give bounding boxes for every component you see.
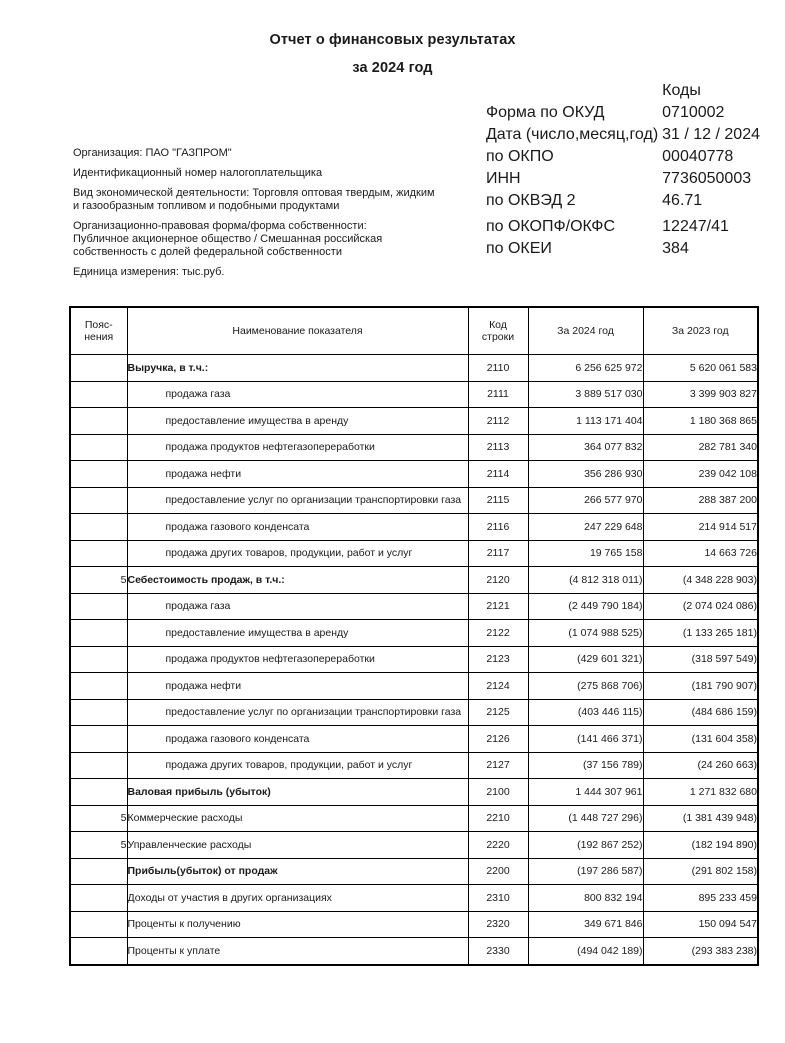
row-indicator-name: Валовая прибыль (убыток) (127, 779, 468, 806)
table-row (70, 752, 758, 779)
row-indicator-name: Выручка, в т.ч.: (127, 355, 468, 382)
row-indicator-name: продажа газового конденсата (127, 514, 468, 541)
row-note: 5 (70, 567, 127, 594)
row-value-2024: 1 444 307 961 (528, 779, 643, 806)
row-value-2023: (24 260 663) (643, 752, 758, 779)
row-note: 5 (70, 832, 127, 859)
codes-row-label: по ОКЕИ (485, 240, 552, 257)
row-value-2024: 800 832 194 (528, 885, 643, 912)
table-row (70, 567, 758, 594)
org-legal-line-1: Организационно-правовая форма/форма собственности: (73, 220, 367, 232)
header-indicator-name: Наименование показателя (127, 307, 468, 355)
row-note (70, 593, 127, 620)
header-year-2024: За 2024 год (528, 307, 643, 355)
codes-row-value (661, 213, 761, 215)
row-note (70, 885, 127, 912)
table-row (70, 408, 758, 435)
header-row-code (468, 307, 528, 355)
row-value-2024: 364 077 832 (528, 434, 643, 461)
row-code: 2125 (468, 699, 528, 726)
row-note (70, 646, 127, 673)
row-value-2023: (2 074 024 086) (643, 593, 758, 620)
codes-row-value: 384 (662, 240, 689, 257)
row-value-2024: 349 671 846 (528, 911, 643, 938)
financial-results-grid (69, 306, 759, 966)
row-value-2024: 356 286 930 (528, 461, 643, 488)
row-value-2023: (1 133 265 181) (643, 620, 758, 647)
row-value-2023: 1 271 832 680 (643, 779, 758, 806)
row-code: 2120 (468, 567, 528, 594)
table-row (70, 593, 758, 620)
row-note (70, 673, 127, 700)
codes-row-label: по ОКПО (485, 148, 554, 165)
table-row (70, 514, 758, 541)
table-row (70, 461, 758, 488)
org-name-line: Организация: ПАО "ГАЗПРОМ" (73, 147, 232, 159)
table-row (70, 620, 758, 647)
row-note (70, 752, 127, 779)
row-value-2024: 247 229 648 (528, 514, 643, 541)
row-value-2023: (484 686 159) (643, 699, 758, 726)
row-value-2023: (131 604 358) (643, 726, 758, 753)
row-value-2024: (494 042 189) (528, 938, 643, 965)
table-row (70, 779, 758, 806)
row-code: 2116 (468, 514, 528, 541)
codes-header-row (485, 81, 761, 101)
codes-row-value: 46.71 (662, 192, 703, 209)
row-code: 2114 (468, 461, 528, 488)
row-value-2023: (1 381 439 948) (643, 805, 758, 832)
row-value-2024: (275 868 706) (528, 673, 643, 700)
row-value-2023: (318 597 549) (643, 646, 758, 673)
org-legal-line-3: собственность с долей федеральной собственности (73, 246, 342, 258)
row-note (70, 938, 127, 965)
row-note (70, 779, 127, 806)
codes-header-label: Коды (662, 82, 701, 99)
header-notes (70, 307, 127, 355)
table-header-row (70, 307, 758, 355)
row-value-2024: (192 867 252) (528, 832, 643, 859)
codes-row-label: Дата (число,месяц,год) (485, 126, 659, 143)
table-row (70, 540, 758, 567)
financial-results-table (69, 306, 757, 966)
row-code: 2112 (468, 408, 528, 435)
row-indicator-name: продажа нефти (127, 673, 468, 700)
row-value-2024: (197 286 587) (528, 858, 643, 885)
row-value-2024: (37 156 789) (528, 752, 643, 779)
row-code: 2123 (468, 646, 528, 673)
codes-row-value: 12247/41 (662, 218, 729, 235)
codes-row-label: по ОКВЭД 2 (485, 192, 576, 209)
row-note (70, 514, 127, 541)
row-value-2024: (1 074 988 525) (528, 620, 643, 647)
codes-row-value: 0710002 (662, 104, 725, 121)
header-year-2023: За 2023 год (643, 307, 758, 355)
row-note (70, 858, 127, 885)
header-code-line2: строки (481, 331, 515, 343)
row-note (70, 461, 127, 488)
row-code: 2220 (468, 832, 528, 859)
row-code: 2124 (468, 673, 528, 700)
org-legal-line-2: Публичное акционерное общество / Смешанная российская (73, 233, 383, 245)
table-row (70, 487, 758, 514)
row-indicator-name: Проценты к уплате (127, 938, 468, 965)
table-row (70, 805, 758, 832)
codes-row-value: 31 / 12 / 2024 (662, 126, 760, 143)
header-notes-line2: нения (84, 331, 114, 343)
codes-header-spacer (485, 81, 659, 101)
row-code: 2117 (468, 540, 528, 567)
row-code: 2113 (468, 434, 528, 461)
codes-row-label: по ОКОПФ/ОКФС (485, 218, 616, 235)
codes-row (485, 103, 761, 123)
row-indicator-name: продажа нефти (127, 461, 468, 488)
row-indicator-name: Проценты к получению (127, 911, 468, 938)
row-indicator-name: продажа газового конденсата (127, 726, 468, 753)
title-line-1: Отчет о финансовых результатах (269, 32, 516, 48)
title-line-2: за 2024 год (352, 59, 433, 76)
row-code: 2330 (468, 938, 528, 965)
row-note: 5 (70, 805, 127, 832)
row-indicator-name: предоставление услуг по организации транспортировки газа (127, 699, 468, 726)
row-indicator-name: продажа других товаров, продукции, работ и услуг (127, 752, 468, 779)
row-value-2024: 1 113 171 404 (528, 408, 643, 435)
row-indicator-name: Коммерческие расходы (127, 805, 468, 832)
row-code: 2126 (468, 726, 528, 753)
row-value-2023: (4 348 228 903) (643, 567, 758, 594)
row-value-2023: (181 790 907) (643, 673, 758, 700)
row-note (70, 726, 127, 753)
row-indicator-name: Управленческие расходы (127, 832, 468, 859)
row-code: 2115 (468, 487, 528, 514)
row-value-2024: 266 577 970 (528, 487, 643, 514)
row-value-2024: (141 466 371) (528, 726, 643, 753)
header-code-line1: Код (489, 318, 507, 331)
row-value-2024: (1 448 727 296) (528, 805, 643, 832)
row-value-2023: (293 383 238) (643, 938, 758, 965)
org-activity-line-1: Вид экономической деятельности: Торговля оптовая твердым, жидким (73, 187, 435, 199)
row-value-2024: (2 449 790 184) (528, 593, 643, 620)
row-value-2024: 3 889 517 030 (528, 381, 643, 408)
row-value-2023: (291 802 158) (643, 858, 758, 885)
row-indicator-name: Прибыль(убыток) от продаж (127, 858, 468, 885)
org-inn-line: Идентификационный номер налогоплательщика (73, 167, 323, 179)
row-code: 2320 (468, 911, 528, 938)
row-value-2023: 239 042 108 (643, 461, 758, 488)
row-code: 2127 (468, 752, 528, 779)
row-note (70, 355, 127, 382)
row-value-2023: (182 194 890) (643, 832, 758, 859)
row-value-2023: 150 094 547 (643, 911, 758, 938)
row-value-2023: 1 180 368 865 (643, 408, 758, 435)
table-row (70, 355, 758, 382)
codes-row-label: ИНН (485, 170, 521, 187)
row-indicator-name: продажа продуктов нефтегазопереработки (127, 646, 468, 673)
table-row (70, 911, 758, 938)
row-value-2024: (4 812 318 011) (528, 567, 643, 594)
row-value-2024: (403 446 115) (528, 699, 643, 726)
row-indicator-name: продажа газа (127, 381, 468, 408)
row-indicator-name: предоставление имущества в аренду (127, 408, 468, 435)
codes-row-value: 00040778 (662, 148, 734, 165)
organization-info (73, 148, 553, 278)
table-row (70, 726, 758, 753)
row-note (70, 911, 127, 938)
table-row (70, 699, 758, 726)
table-row (70, 673, 758, 700)
row-code: 2100 (468, 779, 528, 806)
row-code: 2210 (468, 805, 528, 832)
row-code: 2110 (468, 355, 528, 382)
row-indicator-name: продажа газа (127, 593, 468, 620)
header-notes-line1: Пояс- (84, 318, 113, 331)
row-note (70, 408, 127, 435)
row-note (70, 540, 127, 567)
row-value-2023: 3 399 903 827 (643, 381, 758, 408)
table-row (70, 646, 758, 673)
org-unit-line: Единица измерения: тыс.руб. (73, 266, 225, 278)
table-row (70, 381, 758, 408)
row-code: 2122 (468, 620, 528, 647)
table-row (70, 858, 758, 885)
row-note (70, 381, 127, 408)
row-code: 2121 (468, 593, 528, 620)
row-indicator-name: предоставление имущества в аренду (127, 620, 468, 647)
row-indicator-name: Себестоимость продаж, в т.ч.: (127, 567, 468, 594)
row-note (70, 487, 127, 514)
row-code: 2111 (468, 381, 528, 408)
row-value-2024: 6 256 625 972 (528, 355, 643, 382)
row-value-2023: 214 914 517 (643, 514, 758, 541)
codes-row (485, 125, 761, 145)
row-value-2024: (429 601 321) (528, 646, 643, 673)
page-title (0, 0, 785, 75)
org-activity-line-2: и газообразным топливом и подобными продуктами (73, 200, 340, 212)
row-indicator-name: продажа других товаров, продукции, работ и услуг (127, 540, 468, 567)
codes-row-value: 7736050003 (662, 170, 752, 187)
row-indicator-name: предоставление услуг по организации транспортировки газа (127, 487, 468, 514)
table-row (70, 938, 758, 965)
row-code: 2310 (468, 885, 528, 912)
row-value-2023: 5 620 061 583 (643, 355, 758, 382)
row-code: 2200 (468, 858, 528, 885)
table-row (70, 434, 758, 461)
row-value-2023: 282 781 340 (643, 434, 758, 461)
row-value-2023: 288 387 200 (643, 487, 758, 514)
row-indicator-name: продажа продуктов нефтегазопереработки (127, 434, 468, 461)
row-value-2023: 14 663 726 (643, 540, 758, 567)
row-note (70, 699, 127, 726)
row-value-2023: 895 233 459 (643, 885, 758, 912)
row-note (70, 620, 127, 647)
table-row (70, 885, 758, 912)
row-value-2024: 19 765 158 (528, 540, 643, 567)
row-note (70, 434, 127, 461)
table-row (70, 832, 758, 859)
codes-row-label: Форма по ОКУД (485, 104, 605, 121)
row-indicator-name: Доходы от участия в других организациях (127, 885, 468, 912)
